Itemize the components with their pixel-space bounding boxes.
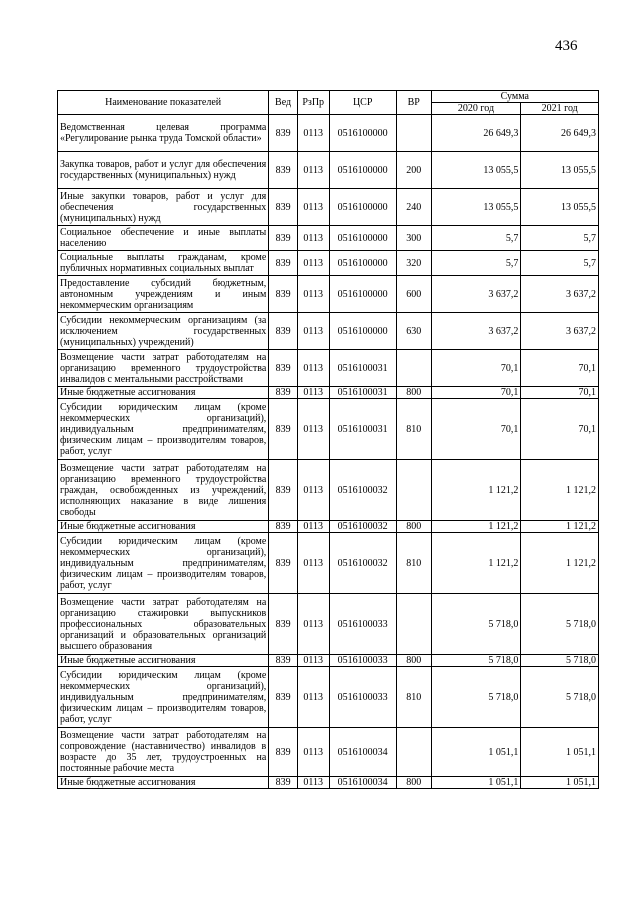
row-sum-2021: 1 051,1 bbox=[521, 777, 599, 789]
row-rzpr: 0113 bbox=[297, 115, 329, 152]
row-vr: 810 bbox=[396, 399, 431, 460]
row-ved: 839 bbox=[269, 728, 298, 777]
row-csr: 0516100031 bbox=[329, 387, 396, 399]
table-row bbox=[58, 667, 599, 728]
row-rzpr: 0113 bbox=[297, 226, 329, 251]
row-csr: 0516100033 bbox=[329, 667, 396, 728]
table-row bbox=[58, 387, 599, 399]
row-vr: 320 bbox=[396, 251, 431, 276]
row-sum-2021: 5 718,0 bbox=[521, 667, 599, 728]
row-sum-2020: 5 718,0 bbox=[431, 594, 521, 655]
row-sum-2020: 1 121,2 bbox=[431, 460, 521, 521]
row-name: Социальное обеспечение и иные выплаты населению bbox=[58, 226, 269, 251]
row-csr: 0516100031 bbox=[329, 350, 396, 387]
row-vr bbox=[396, 728, 431, 777]
row-csr: 0516100033 bbox=[329, 655, 396, 667]
row-rzpr: 0113 bbox=[297, 533, 329, 594]
row-sum-2020: 13 055,5 bbox=[431, 189, 521, 226]
row-csr: 0516100000 bbox=[329, 226, 396, 251]
table-row bbox=[58, 655, 599, 667]
row-ved: 839 bbox=[269, 777, 298, 789]
row-rzpr: 0113 bbox=[297, 399, 329, 460]
row-rzpr: 0113 bbox=[297, 667, 329, 728]
row-csr: 0516100000 bbox=[329, 115, 396, 152]
row-name: Субсидии юридическим лицам (кроме некоммерческих организаций), индивидуальным предпринимателям, физическим лицам – производителям товаров, работ, услуг bbox=[58, 399, 269, 460]
header-csr: ЦСР bbox=[329, 91, 396, 115]
row-ved: 839 bbox=[269, 521, 298, 533]
row-name: Иные бюджетные ассигнования bbox=[58, 521, 269, 533]
row-ved: 839 bbox=[269, 350, 298, 387]
table-row bbox=[58, 521, 599, 533]
table-row bbox=[58, 313, 599, 350]
row-sum-2021: 70,1 bbox=[521, 387, 599, 399]
row-sum-2021: 1 121,2 bbox=[521, 521, 599, 533]
row-ved: 839 bbox=[269, 251, 298, 276]
table-row bbox=[58, 533, 599, 594]
row-ved: 839 bbox=[269, 399, 298, 460]
table-row bbox=[58, 728, 599, 777]
row-sum-2020: 26 649,3 bbox=[431, 115, 521, 152]
row-name: Иные бюджетные ассигнования bbox=[58, 777, 269, 789]
row-rzpr: 0113 bbox=[297, 728, 329, 777]
row-ved: 839 bbox=[269, 387, 298, 399]
row-sum-2021: 5,7 bbox=[521, 251, 599, 276]
row-sum-2020: 1 051,1 bbox=[431, 777, 521, 789]
row-sum-2020: 1 121,2 bbox=[431, 533, 521, 594]
row-name: Иные бюджетные ассигнования bbox=[58, 655, 269, 667]
row-vr bbox=[396, 460, 431, 521]
row-csr: 0516100000 bbox=[329, 251, 396, 276]
row-rzpr: 0113 bbox=[297, 521, 329, 533]
row-name: Субсидии некоммерческим организациям (за исключением государственных (муниципальных) учреждений) bbox=[58, 313, 269, 350]
row-name: Возмещение части затрат работодателям на организацию временного трудоустройства граждан, освобожденных из учреждений, исполняющих наказание в виде лишения свободы bbox=[58, 460, 269, 521]
row-csr: 0516100032 bbox=[329, 521, 396, 533]
row-sum-2021: 5,7 bbox=[521, 226, 599, 251]
row-name: Социальные выплаты гражданам, кроме публичных нормативных социальных выплат bbox=[58, 251, 269, 276]
row-csr: 0516100031 bbox=[329, 399, 396, 460]
row-rzpr: 0113 bbox=[297, 594, 329, 655]
row-csr: 0516100034 bbox=[329, 728, 396, 777]
row-rzpr: 0113 bbox=[297, 276, 329, 313]
row-ved: 839 bbox=[269, 152, 298, 189]
row-csr: 0516100032 bbox=[329, 533, 396, 594]
row-sum-2021: 5 718,0 bbox=[521, 655, 599, 667]
row-csr: 0516100000 bbox=[329, 152, 396, 189]
table-row bbox=[58, 594, 599, 655]
header-2020: 2020 год bbox=[431, 103, 521, 115]
row-sum-2021: 13 055,5 bbox=[521, 152, 599, 189]
page-number: 436 bbox=[555, 38, 578, 54]
row-rzpr: 0113 bbox=[297, 152, 329, 189]
row-vr: 800 bbox=[396, 387, 431, 399]
header-2021: 2021 год bbox=[521, 103, 599, 115]
row-ved: 839 bbox=[269, 189, 298, 226]
row-sum-2020: 1 051,1 bbox=[431, 728, 521, 777]
row-rzpr: 0113 bbox=[297, 313, 329, 350]
row-sum-2020: 70,1 bbox=[431, 399, 521, 460]
row-sum-2020: 3 637,2 bbox=[431, 276, 521, 313]
row-name: Возмещение части затрат работодателям на организацию стажировки выпускников профессиональных образовательных организаций и образовательных организаций высшего образования bbox=[58, 594, 269, 655]
row-vr: 300 bbox=[396, 226, 431, 251]
row-sum-2020: 70,1 bbox=[431, 387, 521, 399]
table-row bbox=[58, 115, 599, 152]
row-sum-2020: 5,7 bbox=[431, 251, 521, 276]
row-csr: 0516100032 bbox=[329, 460, 396, 521]
row-csr: 0516100000 bbox=[329, 276, 396, 313]
header-ved: Вед bbox=[269, 91, 298, 115]
table-row bbox=[58, 226, 599, 251]
row-rzpr: 0113 bbox=[297, 777, 329, 789]
row-vr bbox=[396, 350, 431, 387]
row-vr bbox=[396, 115, 431, 152]
budget-table bbox=[57, 90, 599, 789]
table-row bbox=[58, 350, 599, 387]
row-vr: 810 bbox=[396, 667, 431, 728]
row-sum-2021: 3 637,2 bbox=[521, 276, 599, 313]
row-sum-2021: 26 649,3 bbox=[521, 115, 599, 152]
row-name: Закупка товаров, работ и услуг для обеспечения государственных (муниципальных) нужд bbox=[58, 152, 269, 189]
row-ved: 839 bbox=[269, 313, 298, 350]
table-row bbox=[58, 777, 599, 789]
row-vr bbox=[396, 594, 431, 655]
header-name: Наименование показателей bbox=[58, 91, 269, 115]
table-row bbox=[58, 399, 599, 460]
header-vr: ВР bbox=[396, 91, 431, 115]
row-ved: 839 bbox=[269, 655, 298, 667]
row-ved: 839 bbox=[269, 533, 298, 594]
row-vr: 600 bbox=[396, 276, 431, 313]
header-rzpr: РзПр bbox=[297, 91, 329, 115]
row-name: Субсидии юридическим лицам (кроме некоммерческих организаций), индивидуальным предпринимателям, физическим лицам – производителям товаров, работ, услуг bbox=[58, 533, 269, 594]
table-body bbox=[58, 115, 599, 789]
table-row bbox=[58, 460, 599, 521]
row-sum-2021: 3 637,2 bbox=[521, 313, 599, 350]
table-row bbox=[58, 251, 599, 276]
row-sum-2020: 5,7 bbox=[431, 226, 521, 251]
row-rzpr: 0113 bbox=[297, 655, 329, 667]
row-vr: 810 bbox=[396, 533, 431, 594]
row-sum-2020: 5 718,0 bbox=[431, 667, 521, 728]
table-row bbox=[58, 152, 599, 189]
row-ved: 839 bbox=[269, 115, 298, 152]
row-ved: 839 bbox=[269, 460, 298, 521]
row-sum-2021: 1 121,2 bbox=[521, 533, 599, 594]
row-csr: 0516100000 bbox=[329, 189, 396, 226]
row-name: Ведомственная целевая программа «Регулирование рынка труда Томской области» bbox=[58, 115, 269, 152]
row-ved: 839 bbox=[269, 226, 298, 251]
row-sum-2021: 70,1 bbox=[521, 399, 599, 460]
row-name: Возмещение части затрат работодателям на организацию временного трудоустройства инвалидов с ментальными расстройствами bbox=[58, 350, 269, 387]
row-vr: 200 bbox=[396, 152, 431, 189]
row-sum-2021: 13 055,5 bbox=[521, 189, 599, 226]
row-sum-2021: 1 051,1 bbox=[521, 728, 599, 777]
row-rzpr: 0113 bbox=[297, 387, 329, 399]
row-rzpr: 0113 bbox=[297, 460, 329, 521]
row-sum-2020: 5 718,0 bbox=[431, 655, 521, 667]
table-row bbox=[58, 276, 599, 313]
row-name: Субсидии юридическим лицам (кроме некоммерческих организаций), индивидуальным предпринимателям, физическим лицам – производителям товаров, работ, услуг bbox=[58, 667, 269, 728]
row-vr: 800 bbox=[396, 521, 431, 533]
row-sum-2021: 1 121,2 bbox=[521, 460, 599, 521]
row-sum-2020: 3 637,2 bbox=[431, 313, 521, 350]
header-sum: Сумма bbox=[431, 91, 598, 103]
row-name: Иные закупки товаров, работ и услуг для обеспечения государственных (муниципальных) нужд bbox=[58, 189, 269, 226]
row-ved: 839 bbox=[269, 276, 298, 313]
row-csr: 0516100000 bbox=[329, 313, 396, 350]
row-csr: 0516100034 bbox=[329, 777, 396, 789]
row-vr: 630 bbox=[396, 313, 431, 350]
row-name: Возмещение части затрат работодателям на сопровождение (наставничество) инвалидов в возрасте до 35 лет, трудоустроенных на постоянные рабочие места bbox=[58, 728, 269, 777]
row-vr: 240 bbox=[396, 189, 431, 226]
row-ved: 839 bbox=[269, 594, 298, 655]
row-rzpr: 0113 bbox=[297, 251, 329, 276]
row-sum-2021: 5 718,0 bbox=[521, 594, 599, 655]
table-row bbox=[58, 189, 599, 226]
row-vr: 800 bbox=[396, 777, 431, 789]
row-rzpr: 0113 bbox=[297, 189, 329, 226]
row-name: Иные бюджетные ассигнования bbox=[58, 387, 269, 399]
row-vr: 800 bbox=[396, 655, 431, 667]
row-sum-2020: 13 055,5 bbox=[431, 152, 521, 189]
row-ved: 839 bbox=[269, 667, 298, 728]
row-name: Предоставление субсидий бюджетным, автономным учреждениям и иным некоммерческим организациям bbox=[58, 276, 269, 313]
row-rzpr: 0113 bbox=[297, 350, 329, 387]
row-sum-2021: 70,1 bbox=[521, 350, 599, 387]
row-csr: 0516100033 bbox=[329, 594, 396, 655]
row-sum-2020: 1 121,2 bbox=[431, 521, 521, 533]
row-sum-2020: 70,1 bbox=[431, 350, 521, 387]
